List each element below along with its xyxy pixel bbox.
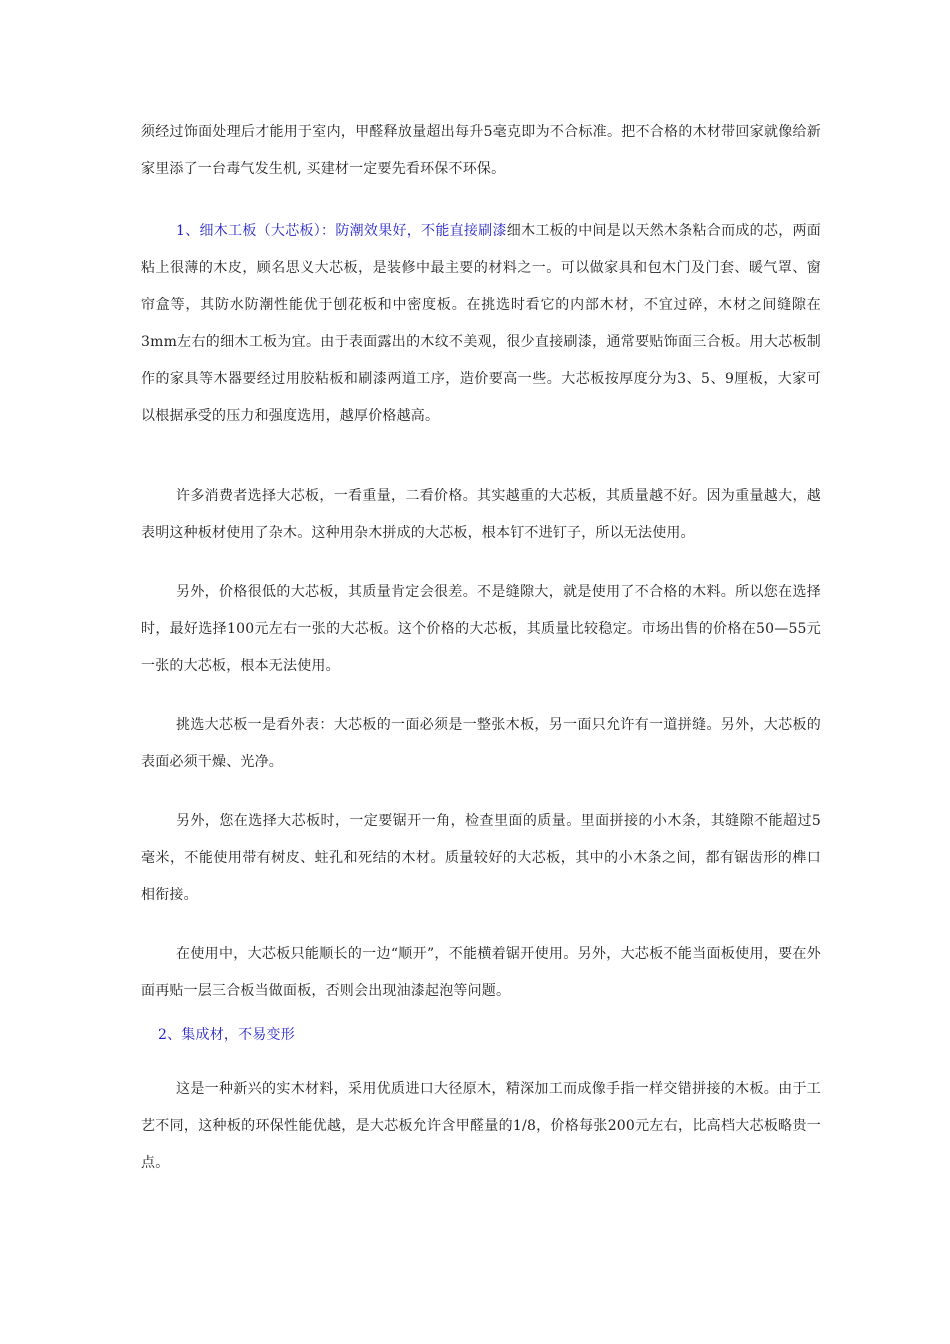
- paragraph-glulam: [141, 1071, 821, 1182]
- section-heading-glulam: 2、集成材，不易变形: [158, 1027, 295, 1043]
- paragraph-intro: [141, 114, 821, 188]
- paragraph-blockboard-text: 细木工板的中间是以天然木条粘合而成的芯，两面粘上很薄的木皮，顾名思义大芯板，是装修中最主要的材料之一。可以做家具和包木门及门套、暖气罩、窗帘盒等，其防水防潮性能优于刨花板和中密度板。在挑选时看它的内部木材，不宜过碎，木材之间缝隙在3mm左右的细木工板为宜。由于表面露出的木纹不美观，很少直接刷漆，通常要贴饰面三合板。用大芯板制作的家具等木器要经过用胶粘板和刷漆两道工序，造价要高一些。大芯板按厚度分为3、5、9厘板，大家可以根据承受的压力和强度选用，越厚价格越高。: [141, 223, 821, 424]
- section-heading-blockboard: 1、细木工板（大芯板）：防潮效果好，不能直接刷漆: [176, 223, 507, 239]
- paragraph-appearance-text: 挑选大芯板一是看外表：大芯板的一面必须是一整张木板，另一面只允许有一道拼缝。另外，大芯板的表面必须干燥、光净。: [141, 717, 821, 770]
- paragraph-weight-price-text: 许多消费者选择大芯板，一看重量，二看价格。其实越重的大芯板，其质量越不好。因为重量越大，越表明这种板材使用了杂木。这种用杂木拼成的大芯板，根本钉不进钉子，所以无法使用。: [141, 488, 821, 541]
- paragraph-inspect-text: 另外，您在选择大芯板时，一定要锯开一角，检查里面的质量。里面拼接的小木条，其缝隙不能超过5毫米，不能使用带有树皮、蛀孔和死结的木材。质量较好的大芯板，其中的小木条之间，都有锯齿形的榫口相衔接。: [141, 813, 821, 903]
- paragraph-usage-text: 在使用中，大芯板只能顺长的一边“顺开”，不能横着锯开使用。另外，大芯板不能当面板使用，要在外面再贴一层三合板当做面板，否则会出现油漆起泡等问题。: [141, 946, 821, 999]
- paragraph-inspect: [141, 803, 821, 914]
- paragraph-appearance: [141, 707, 821, 781]
- paragraph-low-price-text: 另外，价格很低的大芯板，其质量肯定会很差。不是缝隙大，就是使用了不合格的木料。所以您在选择时，最好选择100元左右一张的大芯板。这个价格的大芯板，其质量比较稳定。市场出售的价格在50—55元一张的大芯板，根本无法使用。: [141, 584, 821, 674]
- paragraph-usage: [141, 936, 821, 1010]
- paragraph-low-price: [141, 574, 821, 685]
- paragraph-blockboard: [141, 213, 821, 435]
- paragraph-glulam-text: 这是一种新兴的实木材料，采用优质进口大径原木，精深加工而成像手指一样交错拼接的木板。由于工艺不同，这种板的环保性能优越，是大芯板允许含甲醛量的1/8，价格每张200元左右，比高档大芯板略贵一点。: [141, 1081, 821, 1171]
- paragraph-intro-text: 须经过饰面处理后才能用于室内，甲醛释放量超出每升5毫克即为不合标准。把不合格的木材带回家就像给新家里添了一台毒气发生机, 买建材一定要先看环保不环保。: [141, 124, 821, 177]
- paragraph-weight-price: [141, 478, 821, 552]
